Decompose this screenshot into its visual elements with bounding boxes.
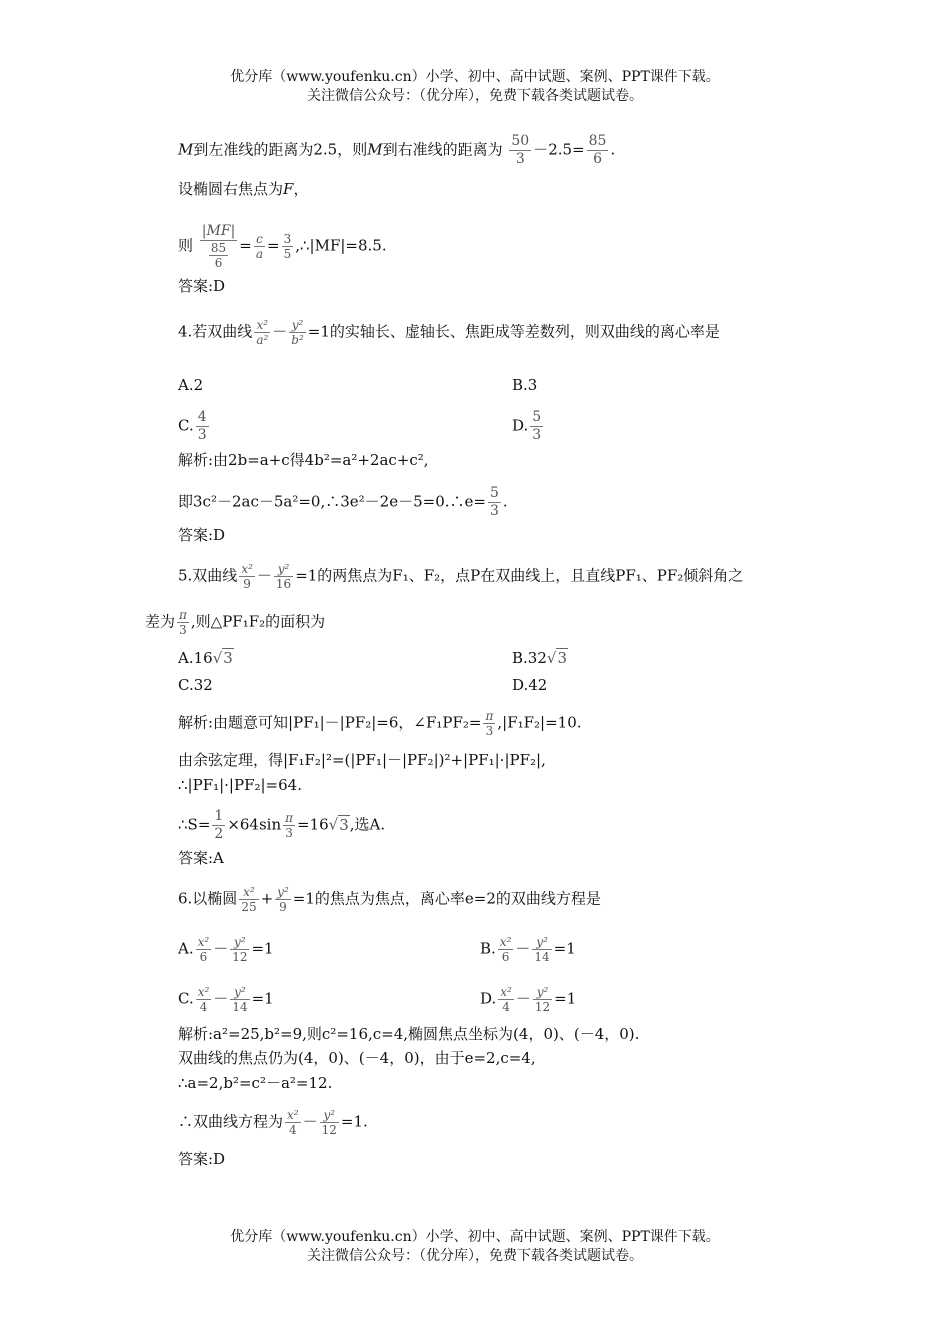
- fraction: $\frac{50}{3}$: [511, 133, 530, 167]
- fraction: $\frac{85}{6}$: [588, 133, 607, 167]
- q3-text-a: 到左准线的距离为2.5，则: [193, 140, 368, 159]
- fraction: $\frac{c}{a}$: [255, 232, 264, 261]
- footer-line-2: 关注微信公众号：（优分库），免费下载各类试题试卷。: [307, 1248, 643, 1264]
- header-line-1: 优分库（www.youfenku.cn）小学、初中、高中试题、案例、PPT课件下载。: [230, 69, 720, 85]
- fraction: $\frac{\text{y²}}{\text{b²}}$: [291, 318, 304, 347]
- q5-option-b: B.32√3: [512, 649, 567, 667]
- q6-answer: 答案:D: [178, 1150, 226, 1168]
- q6-option-c: C. $\frac{\text{x²}}{4}$ － $\frac{\text{y²}}{14}$ =1: [178, 985, 274, 1014]
- fraction: $\frac{1}{2}$: [214, 808, 224, 842]
- q5-solution-3: ∴|PF₁|·|PF₂|=64.: [178, 776, 302, 794]
- q5-solution-4: ∴S= $\frac{1}{2}$ ×64sin $\frac{\pi}{3}$ =16√3,选A.: [178, 808, 386, 842]
- nested-fraction: $\frac{|MF|}{\frac{85}{6}}$: [201, 223, 236, 270]
- q6-option-a: A. $\frac{\text{x²}}{6}$ － $\frac{\text{y²}}{12}$ =1: [178, 935, 274, 964]
- var-m: M: [367, 140, 383, 159]
- q5-option-d: D.42: [512, 676, 548, 694]
- footer-line-1: 优分库（www.youfenku.cn）小学、初中、高中试题、案例、PPT课件下载。: [230, 1229, 720, 1245]
- fraction: $\frac{\pi}{3}$: [285, 811, 294, 840]
- header-line-2: 关注微信公众号：（优分库），免费下载各类试题试卷。: [307, 88, 643, 104]
- fraction: $\frac{\pi}{3}$: [179, 608, 187, 637]
- q4-option-c: C. $\frac{4}{3}$: [178, 409, 207, 443]
- q6-solution-3: ∴a=2,b²=c²－a²=12.: [178, 1074, 333, 1092]
- q4-stem: 4.若双曲线 $\frac{\text{x²}}{\text{a²}}$ － $\frac{\text{y²}}{\text{b²}}$ =1的实轴长、虚轴长、焦距成等差数列，则双曲线的离心率是: [178, 318, 720, 347]
- q5-option-a: A.16√3: [178, 649, 233, 667]
- fraction: $\frac{\text{x²}}{9}$: [241, 562, 253, 591]
- fraction: $\frac{\text{y²}}{9}$: [277, 885, 289, 914]
- fraction: $\frac{\text{y²}}{16}$: [275, 562, 292, 591]
- fraction: $\frac{5}{3}$: [532, 409, 542, 443]
- q5-answer: 答案:A: [178, 849, 224, 867]
- q4-option-a: A.2: [178, 376, 204, 394]
- q4-option-d: D. $\frac{5}{3}$: [512, 409, 542, 443]
- q3-result: ,∴|MF|=8.5.: [295, 236, 387, 255]
- q5-solution-2: 由余弦定理，得|F₁F₂|²=(|PF₁|－|PF₂|)²+|PF₁|·|PF₂|,: [178, 751, 546, 769]
- q4-answer: 答案:D: [178, 526, 226, 544]
- q4-option-b: B.3: [512, 376, 538, 394]
- q3-answer: 答案:D: [178, 277, 226, 295]
- fraction: $\frac{\pi}{3}$: [485, 709, 494, 738]
- q6-option-d: D. $\frac{\text{x²}}{4}$ － $\frac{\text{y²}}{12}$ =1: [480, 985, 577, 1014]
- fraction: $\frac{5}{3}$: [489, 485, 499, 519]
- q4-solution-2: 即3c²－2ac－5a²=0,∴3e²－2e－5=0.∴e= $\frac{5}{3}$ .: [178, 485, 508, 519]
- q6-solution-2: 双曲线的焦点仍为(4，0)、(－4，0)，由于e=2,c=4,: [178, 1049, 536, 1067]
- q6-stem: 6.以椭圆 $\frac{\text{x²}}{25}$ + $\frac{\text{y²}}{9}$ =1的焦点为焦点，离心率e=2的双曲线方程是: [178, 885, 601, 914]
- fraction: $\frac{\text{x²}}{\text{a²}}$: [256, 318, 269, 347]
- q6-solution-4: ∴双曲线方程为 $\frac{\text{x²}}{4}$ － $\frac{\text{y²}}{12}$ =1.: [178, 1108, 368, 1137]
- fraction: $\frac{\text{x²}}{25}$: [241, 885, 257, 914]
- q3-line-1: M到左准线的距离为2.5，则M到右准线的距离为 $\frac{50}{3}$ －2.5= $\frac{85}{6}$ .: [178, 133, 616, 167]
- fraction: $\frac{3}{5}$: [283, 232, 292, 261]
- q5-stem-2: 差为 $\frac{\pi}{3}$ ,则△PF₁F₂的面积为: [145, 608, 326, 637]
- q5-stem: 5.双曲线 $\frac{\text{x²}}{9}$ － $\frac{\text{y²}}{16}$ =1的两焦点为F₁、F₂，点P在双曲线上，且直线PF₁、PF₂倾斜角之: [178, 562, 744, 591]
- q5-solution-1: 解析:由题意可知|PF₁|－|PF₂|=6，∠F₁PF₂= $\frac{\pi}{3}$ ,|F₁F₂|=10.: [178, 709, 582, 738]
- q3-line-2: 设椭圆右焦点为F，: [178, 180, 309, 198]
- q3-line-3: 则 $\frac{|MF|}{\frac{85}{6}}$ = $\frac{c}{a}$ = $\frac{3}{5}$ ,∴|MF|=8.5.: [178, 223, 387, 270]
- q3-text-b: 到右准线的距离为: [382, 140, 503, 159]
- q4-solution-1: 解析:由2b=a+c得4b²=a²+2ac+c²,: [178, 451, 429, 469]
- q3-minus: －2.5=: [533, 140, 585, 159]
- q6-solution-1: 解析:a²=25,b²=9,则c²=16,c=4,椭圆焦点坐标为(4，0)、(－4，0).: [178, 1025, 640, 1043]
- q5-option-c: C.32: [178, 676, 213, 694]
- fraction: $\frac{4}{3}$: [197, 409, 207, 443]
- q6-option-b: B. $\frac{\text{x²}}{6}$ － $\frac{\text{y²}}{14}$ =1: [480, 935, 576, 964]
- var-m: M: [178, 140, 194, 159]
